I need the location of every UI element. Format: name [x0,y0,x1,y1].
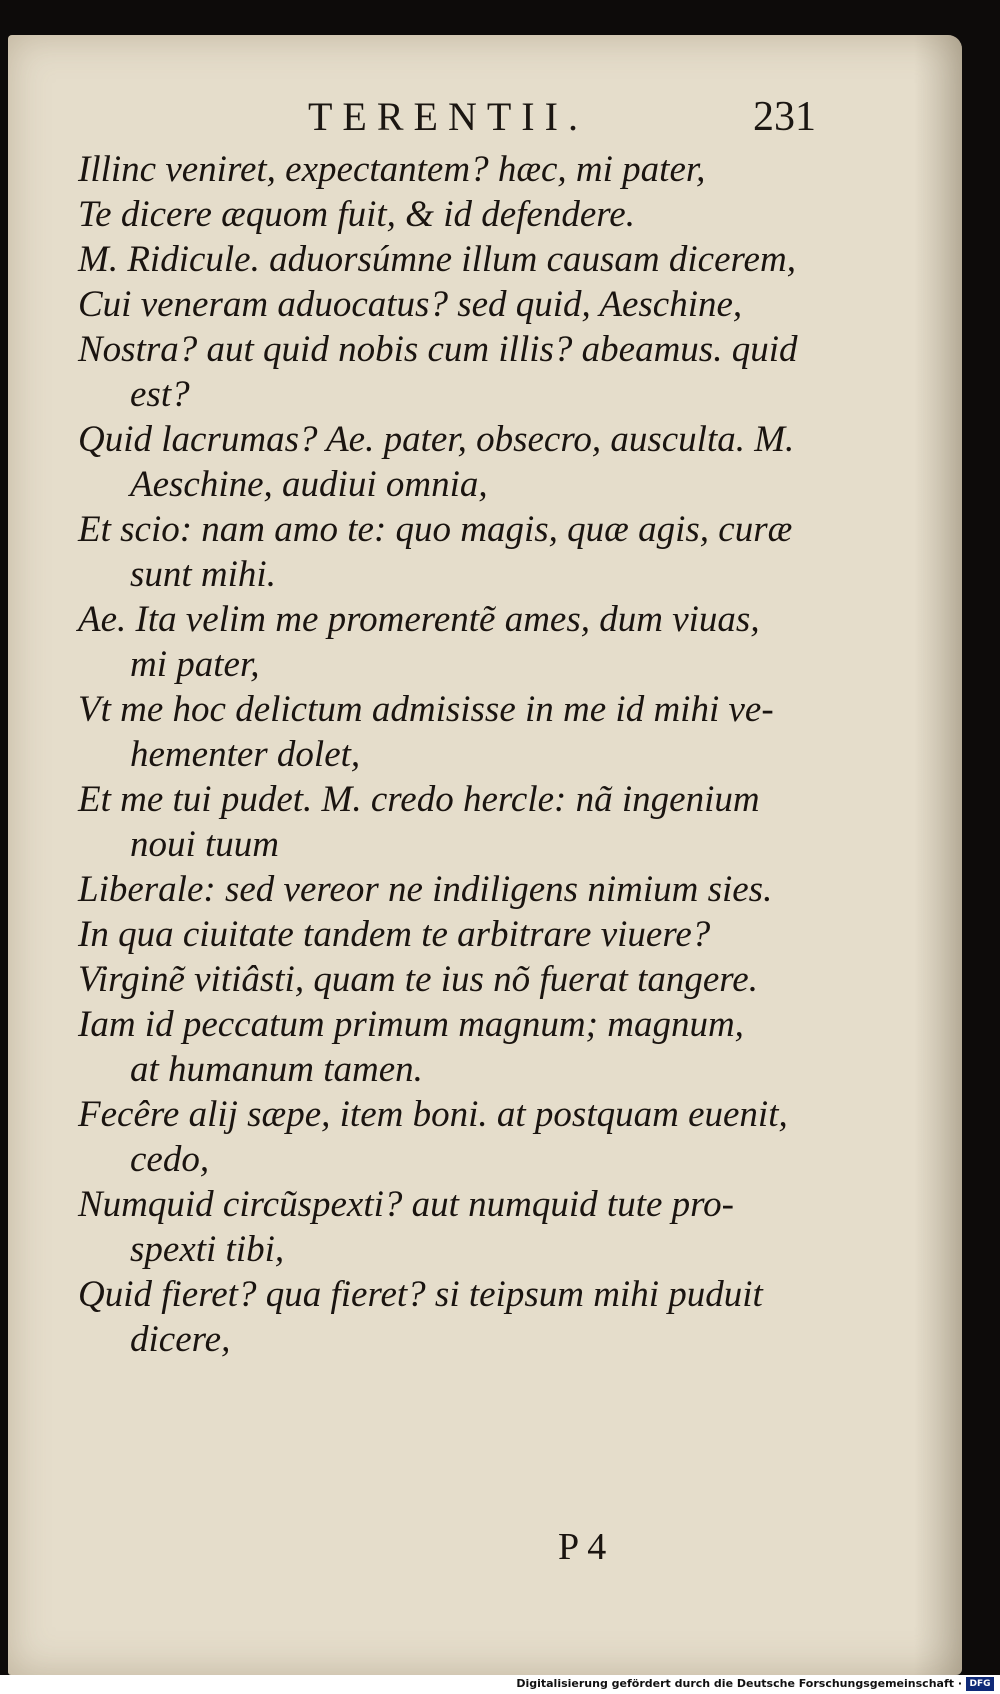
text-line: Quid fieret? qua fieret? si teipsum mihi puduit [78,1274,763,1315]
page-header [8,93,962,143]
footer-credit: Digitalisierung gefördert durch die Deutsche Forschungsgemeinschaft · [516,1677,962,1690]
verse-text-block [78,147,858,1362]
text-line: Cui veneram aduocatus? sed quid, Aeschine, [78,284,743,325]
dfg-logo-icon: DFG [966,1677,994,1691]
text-line: sunt mihi. [130,554,276,595]
text-line: est? [130,374,190,415]
text-line: Iam id peccatum primum magnum; magnum, [78,1004,744,1045]
footer-bar [0,1675,1000,1694]
text-line: Aeschine, audiui omnia, [130,464,488,505]
text-line: Vt me hoc delictum admisisse in me id mihi ve- [78,689,774,730]
text-line: at humanum tamen. [130,1049,423,1090]
text-line: In qua ciuitate tandem te arbitrare viuere? [78,914,711,955]
text-line: noui tuum [130,824,280,865]
text-line: hementer dolet, [130,734,361,775]
signature-mark: P 4 [558,1526,607,1568]
text-line: Ae. Ita velim me promerentẽ ames, dum viuas, [78,599,760,640]
text-line: Liberale: sed vereor ne indiligens nimium sies. [78,869,773,910]
running-head: TERENTII. [308,94,588,139]
text-line: Et scio: nam amo te: quo magis, quæ agis, curæ [78,509,793,550]
book-page [8,35,962,1675]
text-line: Te dicere æquom fuit, & id defendere. [78,194,635,235]
text-line: mi pater, [130,644,260,685]
text-line: Fecêre alij sæpe, item boni. at postquam euenit, [78,1094,788,1135]
page-edge-shadow [914,35,962,1675]
text-line: M. Ridicule. aduorsúmne illum causam dicerem, [78,239,796,280]
text-line: Quid lacrumas? Ae. pater, obsecro, ausculta. M. [78,419,795,460]
page-number: 231 [753,94,816,140]
text-line: Numquid circũspexti? aut numquid tute pro- [78,1184,734,1225]
text-line: spexti tibi, [130,1229,285,1270]
text-line: cedo, [130,1139,210,1180]
text-line: Et me tui pudet. M. credo hercle: nã ingenium [78,779,760,820]
text-line: dicere, [130,1319,231,1360]
text-line: Illinc veniret, expectantem? hæc, mi pater, [78,149,706,190]
text-line: Virginẽ vitiâsti, quam te ius nõ fuerat tangere. [78,959,758,1000]
text-line: Nostra? aut quid nobis cum illis? abeamus. quid [78,329,798,370]
